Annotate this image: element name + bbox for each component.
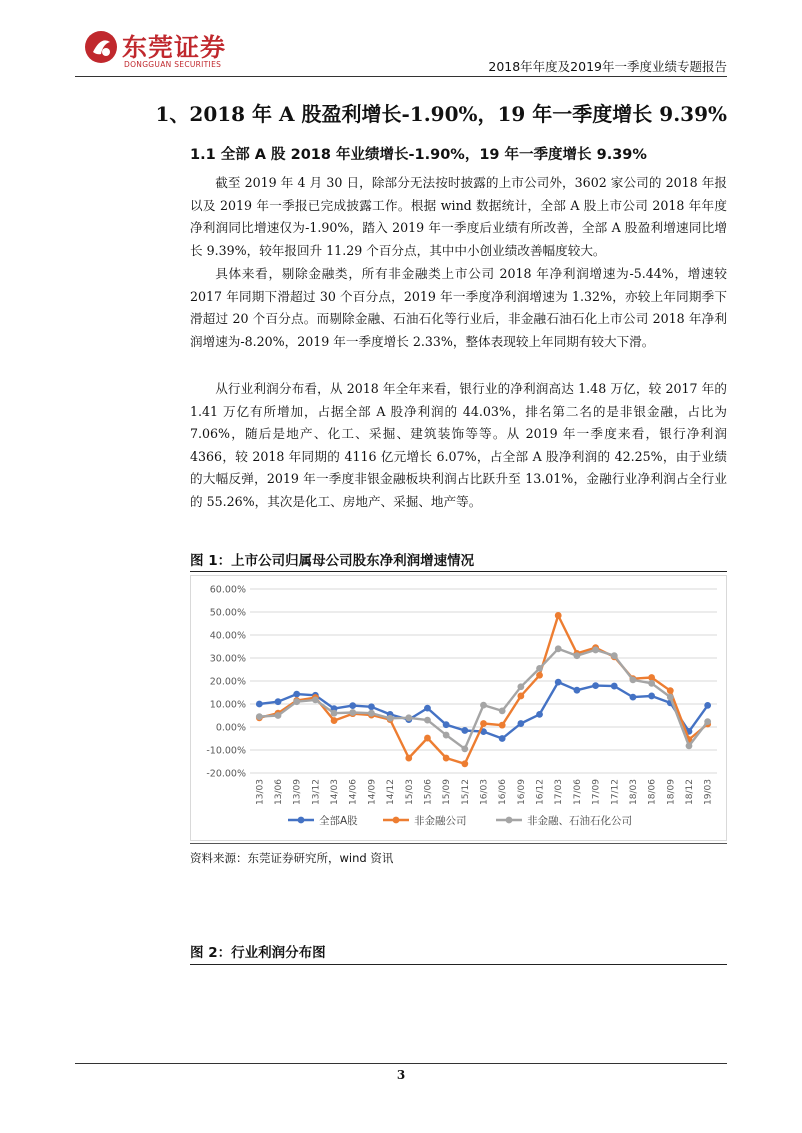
y-tick-label: -20.00% bbox=[206, 768, 246, 780]
x-tick-label: 18/03 bbox=[628, 779, 639, 805]
x-tick-label: 16/12 bbox=[535, 779, 546, 805]
data-point bbox=[555, 679, 562, 686]
data-point bbox=[517, 683, 524, 690]
data-point bbox=[704, 702, 711, 709]
y-tick-label: -10.00% bbox=[206, 745, 246, 757]
data-point bbox=[611, 683, 618, 690]
data-point bbox=[405, 755, 412, 762]
legend-label: 非金融公司 bbox=[414, 815, 467, 827]
chart-canvas bbox=[190, 575, 727, 841]
data-point bbox=[611, 652, 618, 659]
data-point bbox=[667, 687, 674, 694]
data-point bbox=[536, 665, 543, 672]
x-tick-label: 15/03 bbox=[404, 779, 415, 805]
data-point bbox=[293, 698, 300, 705]
data-point bbox=[256, 713, 263, 720]
y-tick-label: 10.00% bbox=[209, 699, 246, 711]
company-logo bbox=[84, 28, 244, 72]
legend-swatch-marker bbox=[393, 817, 400, 824]
data-point bbox=[592, 647, 599, 654]
data-point bbox=[349, 702, 356, 709]
x-tick-label: 14/03 bbox=[330, 779, 341, 805]
x-tick-label: 13/09 bbox=[292, 779, 303, 805]
data-point bbox=[424, 705, 431, 712]
data-point bbox=[704, 718, 711, 725]
x-tick-label: 15/12 bbox=[460, 779, 471, 805]
data-point bbox=[667, 694, 674, 701]
x-tick-label: 18/09 bbox=[666, 779, 677, 805]
data-point bbox=[275, 712, 282, 719]
report-title: 2018年年度及2019年一季度业绩专题报告 bbox=[488, 59, 727, 74]
data-point bbox=[574, 652, 581, 659]
y-tick-label: 0.00% bbox=[215, 722, 246, 734]
x-tick-label: 13/03 bbox=[255, 779, 266, 805]
figure-caption: 图 1：上市公司归属母公司股东净利润增速情况 bbox=[190, 553, 475, 569]
data-point bbox=[648, 693, 655, 700]
y-tick-label: 40.00% bbox=[209, 630, 246, 642]
x-tick-label: 16/06 bbox=[498, 779, 509, 805]
y-tick-label: 30.00% bbox=[209, 653, 246, 665]
data-point bbox=[517, 720, 524, 727]
legend-label: 非金融、石油石化公司 bbox=[527, 815, 632, 827]
data-point bbox=[517, 693, 524, 700]
data-point bbox=[368, 703, 375, 710]
data-point bbox=[461, 727, 468, 734]
data-point bbox=[293, 691, 300, 698]
paragraph: 具体来看，剔除金融类，所有非金融类上市公司 2018 年净利润增速为-5.44%，增速较 2017 年同期下滑超过 30 个百分点，2019 年一季度净利润增速为 1.32%，亦较上年同期季下滑超过 20 个百分点。而剔除金融、石油石化等行业后，非金融石油石化上市公司 2018 年净利润增速为-8.20%，2019 年一季度增长 2.33%，整体表现较上年同期有较大下滑。 bbox=[190, 266, 727, 349]
data-point bbox=[499, 722, 506, 729]
y-tick-label: 20.00% bbox=[209, 676, 246, 688]
x-tick-label: 18/12 bbox=[684, 779, 695, 805]
profit-growth-chart bbox=[190, 575, 727, 841]
x-tick-label: 17/03 bbox=[554, 779, 565, 805]
data-point bbox=[592, 682, 599, 689]
legend-label: 全部A股 bbox=[319, 815, 358, 827]
x-tick-label: 16/09 bbox=[516, 779, 527, 805]
subsection-heading: 1.1 全部 A 股 2018 年业绩增长-1.90%，19 年一季度增长 9.39% bbox=[190, 147, 647, 163]
x-tick-label: 16/03 bbox=[479, 779, 490, 805]
chart-frame bbox=[191, 576, 727, 841]
data-point bbox=[480, 702, 487, 709]
y-tick-label: 60.00% bbox=[209, 584, 246, 596]
data-point bbox=[630, 676, 637, 683]
paragraph: 截至 2019 年 4 月 30 日，除部分无法按时披露的上市公司外，3602 家公司的 2018 年报以及 2019 年一季报已完成披露工作。根据 wind 数据统计，全部 A 股上市公司 2018 年年度净利润同比增速仅为-1.90%，踏入 2019 年一季度后业绩有所改善，全部 A 股盈利增速同比增长 9.39%，较年报回升 11.29 个百分点，其中中小创业绩改善幅度较大。 bbox=[190, 175, 727, 258]
x-tick-label: 13/06 bbox=[274, 779, 285, 805]
data-point bbox=[574, 687, 581, 694]
data-point bbox=[536, 711, 543, 718]
y-tick-label: 50.00% bbox=[209, 607, 246, 619]
data-point bbox=[648, 680, 655, 687]
data-point bbox=[331, 710, 338, 717]
data-point bbox=[686, 742, 693, 749]
figure-top-rule bbox=[190, 571, 727, 572]
data-point bbox=[480, 720, 487, 727]
section-heading: 1、2018 年 A 股盈利增长-1.90%，19 年一季度增长 9.39% bbox=[155, 102, 727, 126]
x-tick-label: 15/06 bbox=[423, 779, 434, 805]
x-tick-label: 13/12 bbox=[311, 779, 322, 805]
data-point bbox=[275, 698, 282, 705]
x-tick-label: 17/09 bbox=[591, 779, 602, 805]
data-point bbox=[424, 717, 431, 724]
data-point bbox=[387, 715, 394, 722]
data-point bbox=[331, 717, 338, 724]
logo-emblem-icon bbox=[84, 30, 118, 64]
figure-source: 资料来源：东莞证券研究所，wind 资讯 bbox=[190, 851, 394, 865]
data-point bbox=[461, 745, 468, 752]
data-point bbox=[443, 732, 450, 739]
data-point bbox=[536, 672, 543, 679]
logo-chinese-name: 东莞证券 bbox=[122, 33, 227, 62]
data-point bbox=[349, 709, 356, 716]
figure-bottom-rule bbox=[190, 843, 727, 844]
data-point bbox=[405, 714, 412, 721]
data-point bbox=[630, 694, 637, 701]
x-tick-label: 18/06 bbox=[647, 779, 658, 805]
data-point bbox=[555, 645, 562, 652]
x-tick-label: 14/06 bbox=[348, 779, 359, 805]
data-point bbox=[461, 760, 468, 767]
data-point bbox=[256, 701, 263, 708]
x-tick-label: 15/09 bbox=[442, 779, 453, 805]
x-tick-label: 19/03 bbox=[703, 779, 714, 805]
data-point bbox=[368, 710, 375, 717]
logo-english-name: DONGGUAN SECURITIES bbox=[124, 60, 222, 69]
paragraph: 从行业利润分布看，从 2018 年全年来看，银行业的净利润高达 1.48 万亿，较 2017 年的 1.41 万亿有所增加，占据全部 A 股净利润的 44.03%，排名第二名的是非银金融，占比为 7.06%，随后是地产、化工、采掘、建筑装饰等等。从 2019 年一季度来看，银行净利润 4366，较 2018 年同期的 4116 亿元增长 6.07%，占全部 A 股净利润的 42.25%，由于业绩的大幅反弹，2019 年一季度非银金融板块利润占比跃升至 13.01%，金融行业净利润占全行业的 55.26%，其次是化工、房地产、采掘、地产等。 bbox=[190, 381, 727, 509]
x-tick-label: 14/09 bbox=[367, 779, 378, 805]
page-number: 3 bbox=[396, 1068, 406, 1082]
footer-divider bbox=[75, 1063, 727, 1064]
data-point bbox=[424, 735, 431, 742]
header-divider bbox=[75, 76, 727, 77]
data-point bbox=[312, 696, 319, 703]
data-point bbox=[499, 708, 506, 715]
figure-top-rule bbox=[190, 964, 727, 965]
x-tick-label: 17/06 bbox=[572, 779, 583, 805]
data-point bbox=[499, 735, 506, 742]
data-point bbox=[443, 755, 450, 762]
x-tick-label: 14/12 bbox=[386, 779, 397, 805]
legend-swatch-marker bbox=[298, 817, 305, 824]
data-point bbox=[555, 612, 562, 619]
figure-caption: 图 2：行业利润分布图 bbox=[190, 945, 326, 961]
x-tick-label: 17/12 bbox=[610, 779, 621, 805]
legend-swatch-marker bbox=[506, 817, 513, 824]
data-point bbox=[443, 721, 450, 728]
